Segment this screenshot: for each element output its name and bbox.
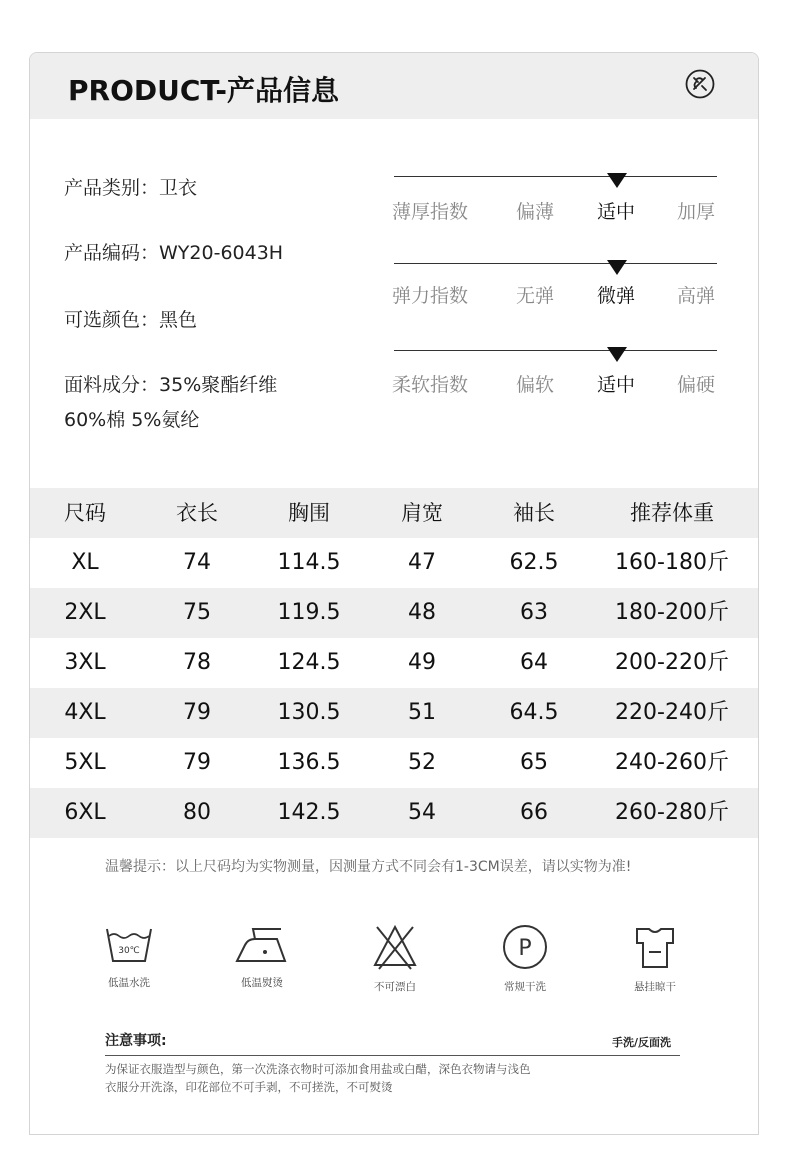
spec-value: WY20-6043H xyxy=(159,242,284,264)
notes-title: 注意事项: xyxy=(105,1033,167,1049)
table-cell: 260-280斤 xyxy=(615,800,729,825)
table-header-row xyxy=(30,488,759,538)
elasticity-scale-line xyxy=(394,263,717,264)
softness-marker-icon xyxy=(607,347,627,362)
notes-divider xyxy=(105,1055,680,1056)
table-cell: 64 xyxy=(520,650,548,675)
table-cell: XL xyxy=(71,550,99,575)
care-label: 常规干洗 xyxy=(504,981,546,993)
spec-value: 黑色 xyxy=(159,309,198,331)
elasticity-marker-icon xyxy=(607,260,627,275)
hang-dry-icon xyxy=(631,923,679,971)
table-cell: 130.5 xyxy=(277,700,341,725)
elasticity-option-high: 高弹 xyxy=(676,285,716,307)
dry-clean-p-icon xyxy=(501,923,549,971)
table-row xyxy=(30,638,759,688)
care-label: 低温熨烫 xyxy=(241,977,283,989)
softness-scale-name: 柔软指数 xyxy=(392,374,469,396)
table-row xyxy=(30,588,759,638)
table-row xyxy=(30,738,759,788)
care-wash xyxy=(74,923,184,990)
spec-label: 可选颜色： xyxy=(64,309,160,331)
table-cell: 200-220斤 xyxy=(615,650,729,675)
table-cell: 119.5 xyxy=(277,600,341,625)
wash-temperature-text: 30℃ xyxy=(118,946,140,956)
table-cell: 74 xyxy=(183,550,211,575)
header-cell: 推荐体重 xyxy=(630,501,714,525)
care-bleach xyxy=(340,923,450,994)
spec-fabric-continuation: 60%棉 5%氨纶 xyxy=(64,409,200,431)
spec-fabric xyxy=(64,370,277,397)
wash-method-tag: 手洗/反面洗 xyxy=(612,1036,672,1049)
spec-label: 面料成分： xyxy=(64,374,160,396)
table-cell: 220-240斤 xyxy=(615,700,729,725)
table-cell: 51 xyxy=(408,700,436,725)
notes-line: 为保证衣服造型与颜色，第一次洗涤衣物时可添加食用盐或白醋，深色衣物请与浅色 xyxy=(105,1062,531,1076)
table-cell: 4XL xyxy=(64,700,106,725)
table-cell: 79 xyxy=(183,700,211,725)
softness-option-medium: 适中 xyxy=(596,374,636,396)
softness-option-hard: 偏硬 xyxy=(676,374,716,396)
spec-category xyxy=(64,173,197,200)
elasticity-option-slight: 微弹 xyxy=(596,285,636,307)
product-info-card xyxy=(29,52,759,1135)
no-bleach-icon xyxy=(371,923,419,971)
notes-line: 衣服分开洗涤，印花部位不可手剥，不可搓洗，不可熨烫 xyxy=(105,1080,393,1094)
table-cell: 62.5 xyxy=(509,550,559,575)
header-cell: 衣长 xyxy=(176,501,218,525)
header-cell: 肩宽 xyxy=(401,501,443,525)
thickness-option-thick: 加厚 xyxy=(676,201,716,223)
elasticity-option-none: 无弹 xyxy=(515,285,555,307)
care-label: 不可漂白 xyxy=(374,981,416,993)
table-cell: 6XL xyxy=(64,800,106,825)
table-cell: 64.5 xyxy=(509,700,559,725)
page-title: PRODUCT-产品信息 xyxy=(68,74,340,107)
care-hang-dry xyxy=(600,923,710,994)
thickness-scale-line xyxy=(394,176,717,177)
table-cell: 66 xyxy=(520,800,548,825)
table-cell: 78 xyxy=(183,650,211,675)
table-cell: 180-200斤 xyxy=(615,600,729,625)
table-cell: 124.5 xyxy=(277,650,341,675)
spec-label: 产品编码： xyxy=(64,242,160,264)
table-cell: 47 xyxy=(408,550,436,575)
table-row xyxy=(30,788,759,838)
table-cell: 3XL xyxy=(64,650,106,675)
softness-scale-line xyxy=(394,350,717,351)
measurement-tip: 温馨提示：以上尺码均为实物测量，因测量方式不同会有1-3CM误差，请以实物为准! xyxy=(105,859,632,875)
header-cell: 袖长 xyxy=(513,501,555,525)
table-cell: 65 xyxy=(520,750,548,775)
softness-option-soft: 偏软 xyxy=(515,374,555,396)
table-cell: 79 xyxy=(183,750,211,775)
care-dry-clean xyxy=(470,923,580,994)
thickness-option-medium: 适中 xyxy=(596,201,636,223)
spec-value: 卫衣 xyxy=(159,177,198,199)
table-cell: 136.5 xyxy=(277,750,341,775)
table-cell: 54 xyxy=(408,800,436,825)
thickness-scale-name: 薄厚指数 xyxy=(392,201,469,223)
spec-color xyxy=(64,305,197,332)
dry-clean-letter: P xyxy=(518,936,532,961)
header-cell: 胸围 xyxy=(288,501,330,525)
iron-low-icon xyxy=(233,923,291,967)
elasticity-scale-name: 弹力指数 xyxy=(392,285,469,307)
spec-code xyxy=(64,238,283,265)
thickness-option-thin: 偏薄 xyxy=(515,201,555,223)
table-cell: 52 xyxy=(408,750,436,775)
table-cell: 5XL xyxy=(64,750,106,775)
thickness-marker-icon xyxy=(607,173,627,188)
table-cell: 240-260斤 xyxy=(615,750,729,775)
care-label: 悬挂晾干 xyxy=(634,981,676,993)
table-cell: 49 xyxy=(408,650,436,675)
table-cell: 75 xyxy=(183,600,211,625)
table-cell: 114.5 xyxy=(277,550,341,575)
spec-value: 35%聚酯纤维 xyxy=(159,374,278,396)
table-cell: 160-180斤 xyxy=(615,550,729,575)
wash-30-icon xyxy=(104,923,154,967)
table-row xyxy=(30,538,759,588)
table-cell: 48 xyxy=(408,600,436,625)
header-cell: 尺码 xyxy=(64,501,106,525)
care-iron xyxy=(207,923,317,990)
care-label: 低温水洗 xyxy=(108,977,150,989)
table-cell: 2XL xyxy=(64,600,106,625)
header-bar xyxy=(30,53,758,119)
table-cell: 80 xyxy=(183,800,211,825)
table-cell: 63 xyxy=(520,600,548,625)
spec-label: 产品类别： xyxy=(64,177,160,199)
table-row xyxy=(30,688,759,738)
brand-logo-icon xyxy=(685,69,715,99)
table-cell: 142.5 xyxy=(277,800,341,825)
